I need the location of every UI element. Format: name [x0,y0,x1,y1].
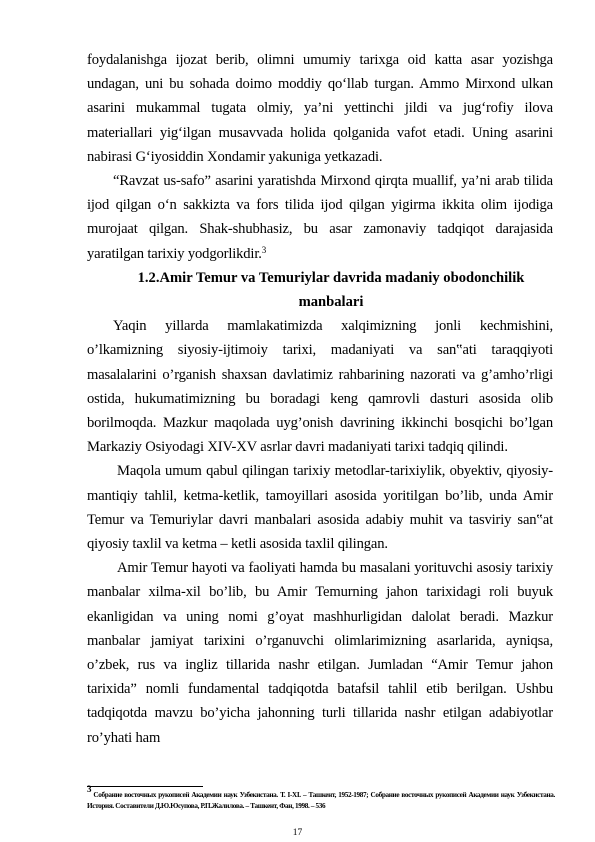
footnote-reference[interactable]: 3 [261,244,267,255]
paragraph-continuation: foydalanishga ijozat berib, olimni umumiy tarixga oid katta asar yozishga undagan, uni bu sohada doimo moddiy qo‘llab turgan. Ammo Mirxond ulkan asarini mukammal tugata olmiy, ya’ni yettinchi jildi va jug‘rofiy ilova materiallari yig‘ilgan musavvada holida qolganida vafot etadi. Uning asarini nabirasi G‘iyosiddin Xondamir yakuniga yetkazadi. [87,52,553,165]
section-heading: 1.2.Amir Temur va Temuriylar davrida madaniy obodonchilik manbalari [137,269,525,311]
paragraph-intro: Yaqin yillarda mamlakatimizda xalqimizning jonli kechmishini, o’lkamizning siyosiy-ijtimoiy tarixi, madaniyati va san‟ati taraqqiyoti masalalarini o’rganish shaxsan davlatimiz rahbarining nazorati va g’amho’rligi ostida, hukumatimizning bu boradagi keng qamrovli dasturi asosida olib borilmoqda. Mazkur maqolada uyg’onish davrining ikkinchi bosqichi bo’lgan Markaziy Osiyodagi XIV-XV asrlar davri madaniyati tarixi tadqiq qilindi. [87,318,553,456]
paragraph-sources: Amir Temur hayoti va faoliyati hamda bu masalani yorituvchi asosiy tarixiy manbalar xilma-xil bo’lib, bu Amir Temurning jahon tarixidagi roli buyuk ekanligidan va uning nomi g’oyat mashhurligidan dalolat beradi. Mazkur manbalar jamiyat tarixini o’rganuvchi olimlarimizning asarlarida, ayniqsa, o’zbek, rus va ingliz tillarida nashr etilgan. Jumladan “Amir Temur jahon tarixida” nomli fundamental tadqiqotda batafsil tahlil etib berilgan. Ushbu tadqiqotda mavzu bo’yicha jahonning turli tillarida nashr etilgan adabiyotlar ro’yhati ham [87,560,553,746]
footnote-number: 3 [87,784,92,794]
paragraph-ravzat-text: “Ravzat us-safo” asarini yaratishda Mirxond qirqta muallif, ya’ni arab tilida ijod qilgan o‘n sakkizta va fors tilida ijod qilgan yigirma ikkita olim ijodiga murojaat qilgan. Shak-shubhasiz, bu asar zamonaviy tadqiqot darajasida yaratilgan tarixiy yodgorlikdir. [87,173,553,262]
paragraph-ravzat [87,169,553,266]
page-body [87,48,553,750]
footnote [87,784,555,811]
footnote-text: Собрание восточных рукописей Академии наук Узбекистана. Т. I-XI. – Ташкент, 1952-1987; Собрание восточных рукописей Академии наук Узбекистана. История. Составители Д.Ю.Юсупова, Р.П.Жалилова. – Ташкент, Фан, 1998. – 536 [87,791,555,810]
footnote-divider [87,786,203,787]
paragraph-methods: Maqola umum qabul qilingan tarixiy metodlar-tarixiylik, obyektiv, qiyosiy-mantiqiy tahlil, ketma-ketlik, tamoyillari asosida yoritilgan bo’lib, unda Amir Temur va Temuriylar davri manbalari asosida adabiy muhit va tasviriy san‟at qiyosiy taxlil va ketma – ketli asosida taxlil qilingan. [87,463,553,553]
page-number: 17 [292,828,303,838]
